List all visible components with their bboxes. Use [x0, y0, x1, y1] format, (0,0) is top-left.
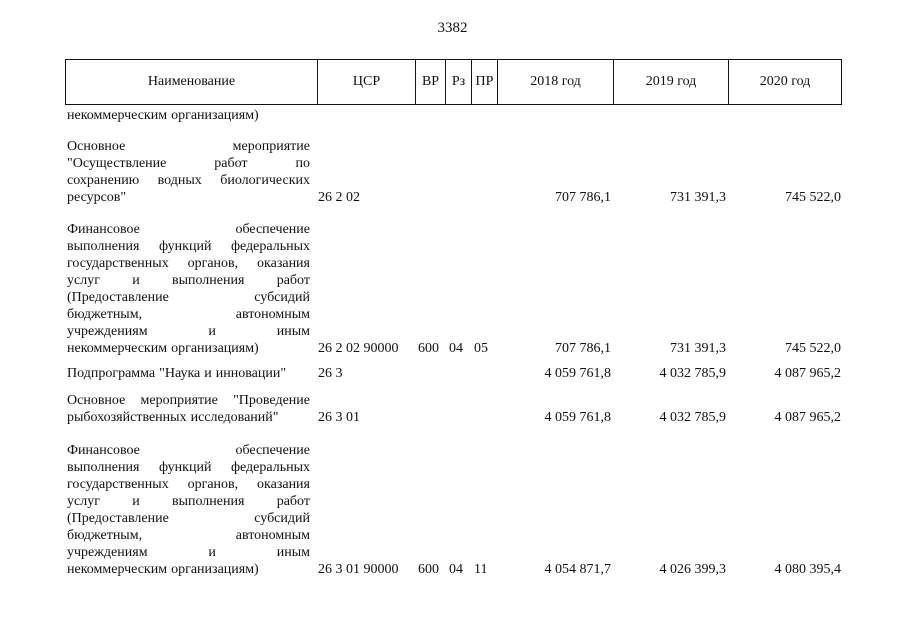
row-name-line: учреждениям и иным: [67, 545, 310, 560]
row-name-line: рыбохозяйственных исследований": [67, 410, 279, 425]
header-2018: 2018 год: [497, 59, 613, 105]
row-csr: 26 2 02 90000: [318, 341, 399, 356]
header-vr: ВР: [415, 59, 445, 105]
row-name-line: услуг и выполнения работ: [67, 273, 310, 288]
row-2018: 4 054 871,7: [544, 562, 611, 577]
row-name: [67, 138, 310, 206]
row-name-line: государственных органов, оказания: [67, 477, 310, 492]
row-name-line: "Осуществление работ по: [67, 156, 310, 171]
row-name-line: Основное мероприятие "Проведение: [67, 393, 310, 408]
row-csr: 26 3: [318, 366, 343, 381]
header-2019: 2019 год: [613, 59, 728, 105]
row-name-line: Подпрограмма "Наука и инновации": [67, 366, 287, 381]
row-name-line: выполнения функций федеральных: [67, 239, 310, 254]
row-name-line: учреждениям и иным: [67, 324, 310, 339]
row-2018: 707 786,1: [555, 190, 611, 205]
row-vr: 600: [418, 562, 439, 577]
row-pr: 11: [474, 562, 488, 577]
row-name: [67, 365, 310, 382]
row-name-line: Финансовое обеспечение: [67, 443, 310, 458]
header-csr: ЦСР: [317, 59, 415, 105]
row-name-line: (Предоставление субсидий: [67, 511, 310, 526]
header-pr: ПР: [471, 59, 497, 105]
row-name: [67, 392, 310, 426]
row-2020: 745 522,0: [785, 341, 841, 356]
row-name-line: услуг и выполнения работ: [67, 494, 310, 509]
row-name-line: бюджетным, автономным: [67, 528, 310, 543]
row-name-line: Финансовое обеспечение: [67, 222, 310, 237]
row-2020: 4 087 965,2: [774, 366, 841, 381]
header-name: Наименование: [65, 59, 317, 105]
row-name: [67, 442, 310, 578]
row-csr: 26 3 01: [318, 410, 360, 425]
row-rz: 04: [449, 341, 463, 356]
row-name-line: выполнения функций федеральных: [67, 460, 310, 475]
header-2020: 2020 год: [728, 59, 842, 105]
row-2018: 707 786,1: [555, 341, 611, 356]
row-name-line: ресурсов": [67, 190, 127, 205]
row-name-line: бюджетным, автономным: [67, 307, 310, 322]
row-2019: 4 032 785,9: [659, 410, 726, 425]
row-2018: 4 059 761,8: [544, 410, 611, 425]
row-2020: 745 522,0: [785, 190, 841, 205]
row-rz: 04: [449, 562, 463, 577]
header-rz: Рз: [445, 59, 471, 105]
row-name: [67, 221, 310, 357]
row-2018: 4 059 761,8: [544, 366, 611, 381]
row-csr: 26 2 02: [318, 190, 360, 205]
row-vr: 600: [418, 341, 439, 356]
row-name-line: некоммерческим организациям): [67, 562, 259, 577]
row-pr: 05: [474, 341, 488, 356]
row-name-line: некоммерческим организациям): [67, 341, 259, 356]
row-csr: 26 3 01 90000: [318, 562, 399, 577]
row-2019: 4 032 785,9: [659, 366, 726, 381]
row-name-line: (Предоставление субсидий: [67, 290, 310, 305]
page-number: 3382: [437, 20, 468, 36]
row-name-line: государственных органов, оказания: [67, 256, 310, 271]
row-2020: 4 080 395,4: [774, 562, 841, 577]
table-header: [65, 59, 842, 107]
row-name-line: сохранению водных биологических: [67, 173, 310, 188]
row-2019: 4 026 399,3: [659, 562, 726, 577]
row-2019: 731 391,3: [670, 341, 726, 356]
row-2019: 731 391,3: [670, 190, 726, 205]
row-2020: 4 087 965,2: [774, 410, 841, 425]
row-name-line: Основное мероприятие: [67, 139, 310, 154]
